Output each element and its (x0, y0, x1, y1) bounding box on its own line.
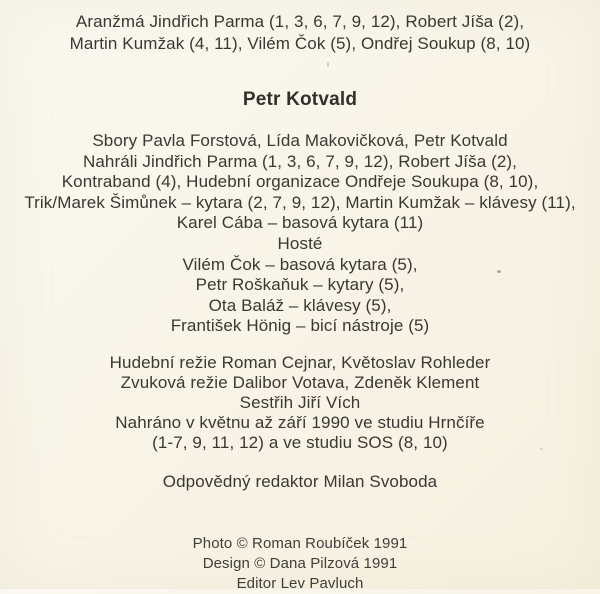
redaktor-line: Odpovědný redaktor Milan Svoboda (162, 471, 438, 491)
guest-credit-line: František Hönig – bicí nástroje (5) (170, 316, 430, 336)
production-line: Zvuková režie Dalibor Votava, Zdeněk Klement (120, 372, 480, 392)
guest-credit-line: Ota Baláž – klávesy (5), (208, 295, 392, 315)
credits-line: Nahráli Jindřich Parma (1, 3, 6, 7, 9, 12), Robert Jíša (2), (82, 151, 517, 171)
production-block (0, 353, 600, 453)
production-line: (1-7, 9, 11, 12) a ve studiu SOS (8, 10) (152, 432, 448, 452)
production-line: Hudební režie Roman Cejnar, Květoslav Rohleder (109, 352, 491, 372)
footer-block (0, 534, 600, 594)
design-credit-line: Design © Dana Pilzová 1991 (202, 554, 398, 572)
arrangers-block (0, 0, 600, 55)
credits-line: Trik/Marek Šimůnek – kytara (2, 7, 9, 12), Martin Kumžak – klávesy (11), (24, 192, 576, 212)
credits-block (0, 131, 600, 337)
credits-line: Kontraband (4), Hudební organizace Ondřeje Soukupa (8, 10), (61, 172, 539, 192)
page-title: Petr Kotvald (242, 89, 358, 110)
credits-line: Karel Cába – basová kytara (11) (176, 213, 424, 233)
paper-speck (327, 62, 329, 67)
guests-heading: Hosté (277, 233, 323, 253)
editor-credit-line: Editor Lev Pavluch (236, 574, 364, 592)
guest-credit-line: Vilém Čok – basová kytara (5), (182, 254, 418, 274)
arrangers-line: Martin Kumžak (4, 11), Vilém Čok (5), Ondřej Soukup (8, 10) (69, 34, 531, 53)
photo-credit-line: Photo © Roman Roubíček 1991 (192, 534, 408, 552)
production-line: Nahráno v květnu až září 1990 ve studiu Hrnčíře (115, 412, 485, 432)
redaktor-block (0, 471, 600, 492)
production-line: Sestřih Jiří Vích (239, 392, 361, 412)
credits-line: Sbory Pavla Forstová, Lída Makovičková, Petr Kotvald (92, 131, 508, 150)
guest-credit-line: Petr Roškaňuk – kytary (5), (195, 275, 405, 295)
arrangers-line: Aranžmá Jindřich Parma (1, 3, 6, 7, 9, 12), Robert Jíša (2), (75, 12, 525, 31)
